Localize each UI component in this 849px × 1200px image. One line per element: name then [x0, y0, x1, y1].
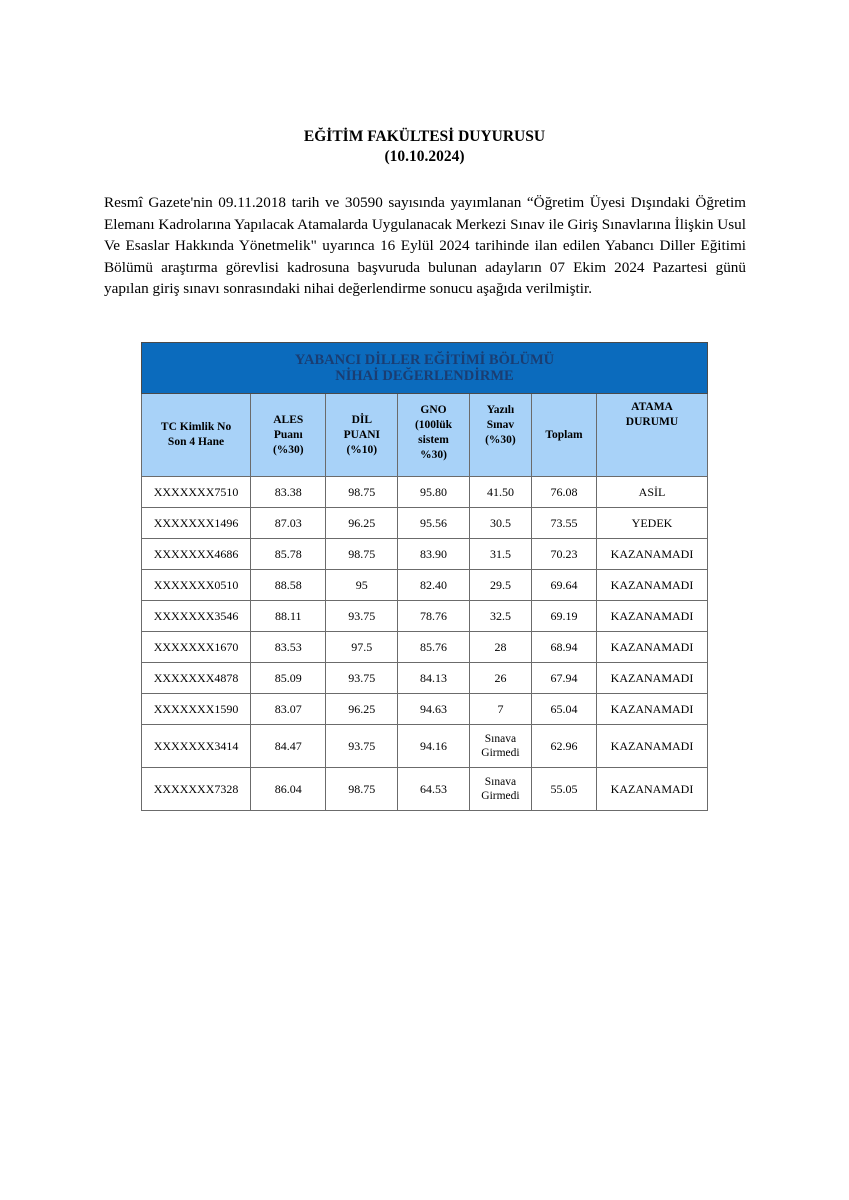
cell-line: Girmedi — [481, 747, 520, 759]
cell-dil-puani: 93.75 — [326, 725, 398, 768]
cell-atama-durumu: KAZANAMADI — [596, 601, 707, 632]
cell-ales: 83.53 — [251, 632, 326, 663]
cell-dil-puani: 93.75 — [326, 663, 398, 694]
table-row — [142, 725, 708, 768]
cell-atama-durumu: KAZANAMADI — [596, 725, 707, 768]
announcement-title: EĞİTİM FAKÜLTESİ DUYURUSU — [303, 128, 546, 145]
cell-yazili-sinav: 41.50 — [469, 477, 531, 508]
cell-dil-puani: 96.25 — [326, 694, 398, 725]
column-header-line: Puanı — [273, 428, 303, 441]
cell-dil-puani: 95 — [326, 570, 398, 601]
column-header-atama-durumu — [596, 394, 707, 477]
cell-atama-durumu: KAZANAMADI — [596, 663, 707, 694]
cell-tc-kimlik: XXXXXXX0510 — [142, 570, 251, 601]
results-body — [142, 477, 708, 811]
cell-toplam: 65.04 — [532, 694, 597, 725]
results-table — [141, 342, 708, 811]
cell-ales: 85.78 — [251, 539, 326, 570]
cell-ales: 83.07 — [251, 694, 326, 725]
table-row — [142, 768, 708, 811]
column-header-gno — [398, 394, 470, 477]
column-header-dil-puani — [326, 394, 398, 477]
cell-atama-durumu: KAZANAMADI — [596, 539, 707, 570]
cell-yazili-sinav: 28 — [469, 632, 531, 663]
cell-gno: 64.53 — [398, 768, 470, 811]
cell-ales: 88.11 — [251, 601, 326, 632]
table-row — [142, 663, 708, 694]
column-header-yazili-sinav — [469, 394, 531, 477]
column-header-line: PUANI — [343, 428, 381, 441]
cell-tc-kimlik: XXXXXXX7328 — [142, 768, 251, 811]
banner-department: YABANCI DİLLER EĞİTİMİ BÖLÜMÜ — [294, 352, 555, 368]
cell-yazili-sinav: 30.5 — [469, 508, 531, 539]
cell-gno: 85.76 — [398, 632, 470, 663]
cell-atama-durumu: KAZANAMADI — [596, 694, 707, 725]
table-row — [142, 539, 708, 570]
cell-yazili-sinav: 31.5 — [469, 539, 531, 570]
column-header-row — [142, 394, 708, 477]
table-row — [142, 601, 708, 632]
cell-line: Sınava — [484, 776, 517, 788]
cell-tc-kimlik: XXXXXXX7510 — [142, 477, 251, 508]
cell-toplam: 70.23 — [532, 539, 597, 570]
table-row — [142, 632, 708, 663]
cell-gno: 83.90 — [398, 539, 470, 570]
column-header-line: Toplam — [545, 428, 583, 441]
column-header-line: DİL — [351, 413, 373, 426]
cell-toplam: 69.64 — [532, 570, 597, 601]
column-header-line: sistem — [418, 434, 449, 446]
column-header-line: GNO — [420, 404, 447, 416]
cell-yazili-sinav: 29.5 — [469, 570, 531, 601]
cell-gno: 95.56 — [398, 508, 470, 539]
cell-ales: 85.09 — [251, 663, 326, 694]
cell-atama-durumu: YEDEK — [596, 508, 707, 539]
table-row — [142, 477, 708, 508]
cell-tc-kimlik: XXXXXXX1496 — [142, 508, 251, 539]
cell-atama-durumu: ASİL — [596, 477, 707, 508]
column-header-line: (%30) — [485, 434, 516, 446]
column-header-line: Yazılı — [486, 404, 515, 416]
cell-gno: 84.13 — [398, 663, 470, 694]
cell-toplam: 76.08 — [532, 477, 597, 508]
cell-yazili-sinav — [469, 725, 531, 768]
cell-gno: 94.63 — [398, 694, 470, 725]
cell-toplam: 67.94 — [532, 663, 597, 694]
cell-ales: 87.03 — [251, 508, 326, 539]
announcement-date: (10.10.2024) — [384, 148, 465, 165]
cell-toplam: 73.55 — [532, 508, 597, 539]
cell-atama-durumu: KAZANAMADI — [596, 768, 707, 811]
cell-yazili-sinav: 7 — [469, 694, 531, 725]
table-row — [142, 508, 708, 539]
cell-ales: 84.47 — [251, 725, 326, 768]
cell-tc-kimlik: XXXXXXX1590 — [142, 694, 251, 725]
banner-subtitle: NİHAİ DEĞERLENDİRME — [335, 368, 514, 384]
cell-gno: 95.80 — [398, 477, 470, 508]
column-header-line: Sınav — [486, 419, 515, 431]
cell-line: Girmedi — [481, 790, 520, 802]
cell-yazili-sinav: 26 — [469, 663, 531, 694]
cell-dil-puani: 96.25 — [326, 508, 398, 539]
column-header-line: (100lük — [414, 419, 453, 431]
cell-gno: 82.40 — [398, 570, 470, 601]
column-header-tc-kimlik — [142, 394, 251, 477]
cell-atama-durumu: KAZANAMADI — [596, 570, 707, 601]
cell-ales: 88.58 — [251, 570, 326, 601]
column-header-line: ATAMA — [631, 401, 673, 413]
cell-tc-kimlik: XXXXXXX1670 — [142, 632, 251, 663]
cell-toplam: 62.96 — [532, 725, 597, 768]
cell-toplam: 55.05 — [532, 768, 597, 811]
cell-tc-kimlik: XXXXXXX4878 — [142, 663, 251, 694]
column-header-line: TC Kimlik No — [160, 421, 232, 433]
cell-dil-puani: 98.75 — [326, 768, 398, 811]
cell-tc-kimlik: XXXXXXX4686 — [142, 539, 251, 570]
cell-tc-kimlik: XXXXXXX3546 — [142, 601, 251, 632]
cell-dil-puani: 93.75 — [326, 601, 398, 632]
cell-toplam: 68.94 — [532, 632, 597, 663]
cell-dil-puani: 98.75 — [326, 477, 398, 508]
cell-yazili-sinav — [469, 768, 531, 811]
cell-atama-durumu: KAZANAMADI — [596, 632, 707, 663]
cell-ales: 83.38 — [251, 477, 326, 508]
column-header-toplam — [532, 394, 597, 477]
column-header-line: Son 4 Hane — [167, 436, 225, 448]
cell-dil-puani: 98.75 — [326, 539, 398, 570]
column-header-line: (%30) — [272, 443, 304, 456]
column-header-line: (%10) — [346, 443, 378, 456]
cell-toplam: 69.19 — [532, 601, 597, 632]
table-row — [142, 570, 708, 601]
cell-ales: 86.04 — [251, 768, 326, 811]
cell-yazili-sinav: 32.5 — [469, 601, 531, 632]
table-row — [142, 694, 708, 725]
announcement-body: Resmî Gazete'nin 09.11.2018 tarih ve 30590 sayısında yayımlanan “Öğretim Üyesi Dışındaki Öğretim Elemanı Kadrolarına Yapılacak Atamalarda Uygulanacak Merkezi Sınav ile Giriş Sınavlarına İlişkin Usul Ve Esaslar Hakkında Yönetmelik" uyarınca 16 Eylül 2024 tarihinde ilan edilen Yabancı Diller Eğitimi Bölümü araştırma görevlisi kadrosuna başvuruda bulunan adayların 07 Ekim 2024 Pazartesi günü yapılan giriş sınavı sonrasındaki nihai değerlendirme sonucu aşağıda verilmiştir. — [104, 194, 746, 298]
column-header-line: DURUMU — [625, 416, 679, 428]
cell-dil-puani: 97.5 — [326, 632, 398, 663]
cell-gno: 94.16 — [398, 725, 470, 768]
cell-line: Sınava — [484, 733, 517, 745]
cell-gno: 78.76 — [398, 601, 470, 632]
announcement-title-block — [0, 127, 849, 167]
column-header-ales — [251, 394, 326, 477]
column-header-line: ALES — [273, 413, 304, 426]
table-banner — [142, 343, 708, 394]
column-header-line: %30) — [420, 449, 447, 461]
cell-tc-kimlik: XXXXXXX3414 — [142, 725, 251, 768]
